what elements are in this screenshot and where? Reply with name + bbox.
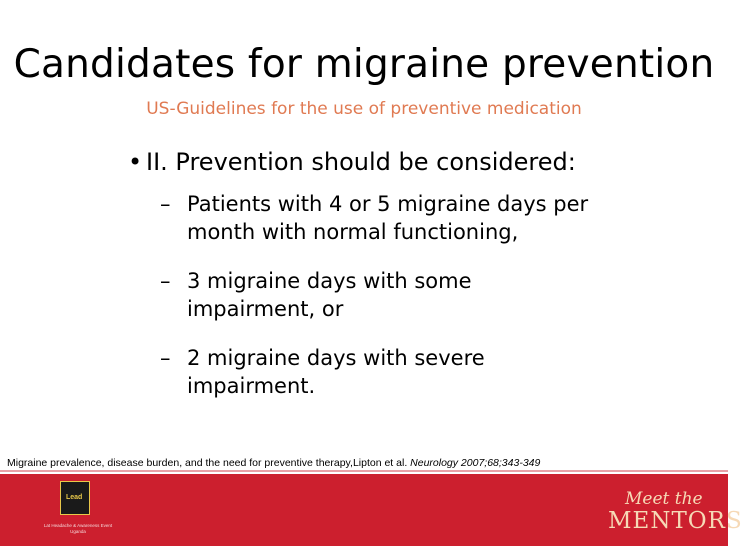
citation-journal: Neurology 2007;68;343-349 (410, 457, 541, 469)
slide-title: Candidates for migraine prevention (13, 42, 715, 87)
citation-text: Migraine prevalence, disease burden, and the need for preventive therapy,Lipton et al. (7, 457, 411, 469)
dash-marker: – (160, 192, 171, 216)
sub-bullet (160, 190, 640, 246)
main-bullet (128, 148, 576, 176)
sub-bullet (160, 267, 640, 323)
sub-bullet-text: 3 migraine days with some impairment, or (187, 269, 472, 321)
sub-bullet-text: 2 migraine days with severe impairment. (187, 346, 485, 398)
sub-bullet (160, 344, 640, 400)
logo-text: Lead (66, 494, 83, 501)
sub-bullet-text: Patients with 4 or 5 migraine days per month with normal functioning, (187, 192, 589, 244)
slide-subtitle: US-Guidelines for the use of preventive medication (146, 99, 582, 119)
bullet-marker: • (128, 148, 143, 176)
logo-caption: Lat Headache & Awareness Event Uganda (43, 523, 113, 534)
dash-marker: – (160, 269, 171, 293)
dash-marker: – (160, 346, 171, 370)
brand-logo-top: Meet the (625, 489, 703, 509)
footer-divider (0, 470, 728, 472)
main-bullet-text: II. Prevention should be considered: (146, 148, 576, 176)
brand-logo-bottom: MENTORS (608, 508, 743, 534)
citation (7, 457, 540, 469)
